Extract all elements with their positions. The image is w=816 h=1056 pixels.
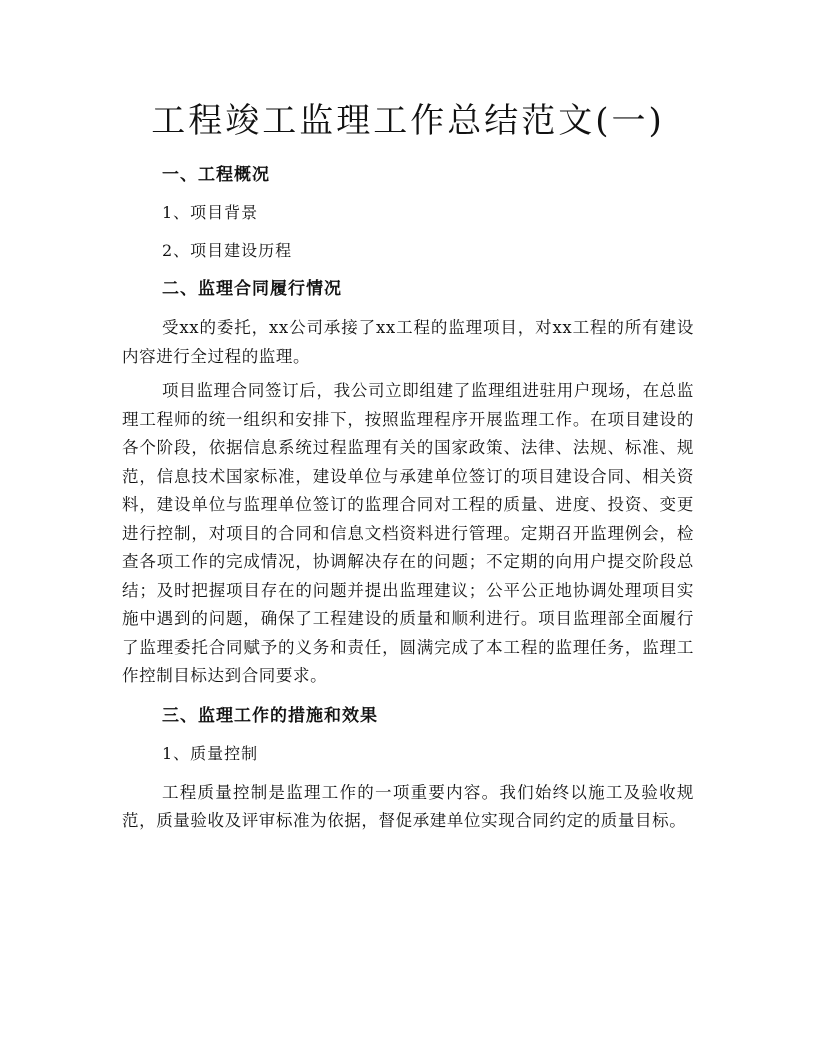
subsection-construction-history: 2、项目建设历程 <box>162 241 293 260</box>
paragraph-quality-control: 工程质量控制是监理工作的一项重要内容。我们始终以施工及验收规范，质量验收及评审标准为依据，督促承建单位实现合同约定的质量目标。 <box>122 782 694 830</box>
paragraph-contract-intro: 受xx的委托，xx公司承接了xx工程的监理项目，对xx工程的所有建设内容进行全过程的监理。 <box>122 318 694 366</box>
document-body <box>122 156 694 842</box>
paragraph-contract-details: 项目监理合同签订后，我公司立即组建了监理组进驻用户现场，在总监理工程师的统一组织和安排下，按照监理程序开展监理工作。在项目建设的各个阶段，依据信息系统过程监理有关的国家政策、法律、法规、标准、规范，信息技术国家标准，建设单位与承建单位签订的项目建设合同、相关资料，建设单位与监理单位签订的监理合同对工程的质量、进度、投资、变更进行控制，对项目的合同和信息文档资料进行管理。定期召开监理例会，检查各项工作的完成情况，协调解决存在的问题；不定期的向用户提交阶段总结；及时把握项目存在的问题并提出监理建议；公平公正地协调处理项目实施中遇到的问题，确保了工程建设的质量和顺利进行。项目监理部全面履行了监理委托合同赋予的义务和责任，圆满完成了本工程的监理任务，监理工作控制目标达到合同要求。 <box>122 381 694 685</box>
section-heading-measures-effects: 三、监理工作的措施和效果 <box>162 705 378 726</box>
document-title: 工程竣工监理工作总结范文(一) <box>151 101 665 141</box>
section-heading-overview: 一、工程概况 <box>162 165 270 185</box>
subsection-quality-control: 1、质量控制 <box>162 743 259 763</box>
subsection-project-background: 1、项目背景 <box>162 203 259 222</box>
section-heading-contract-performance: 二、监理合同履行情况 <box>162 279 342 299</box>
